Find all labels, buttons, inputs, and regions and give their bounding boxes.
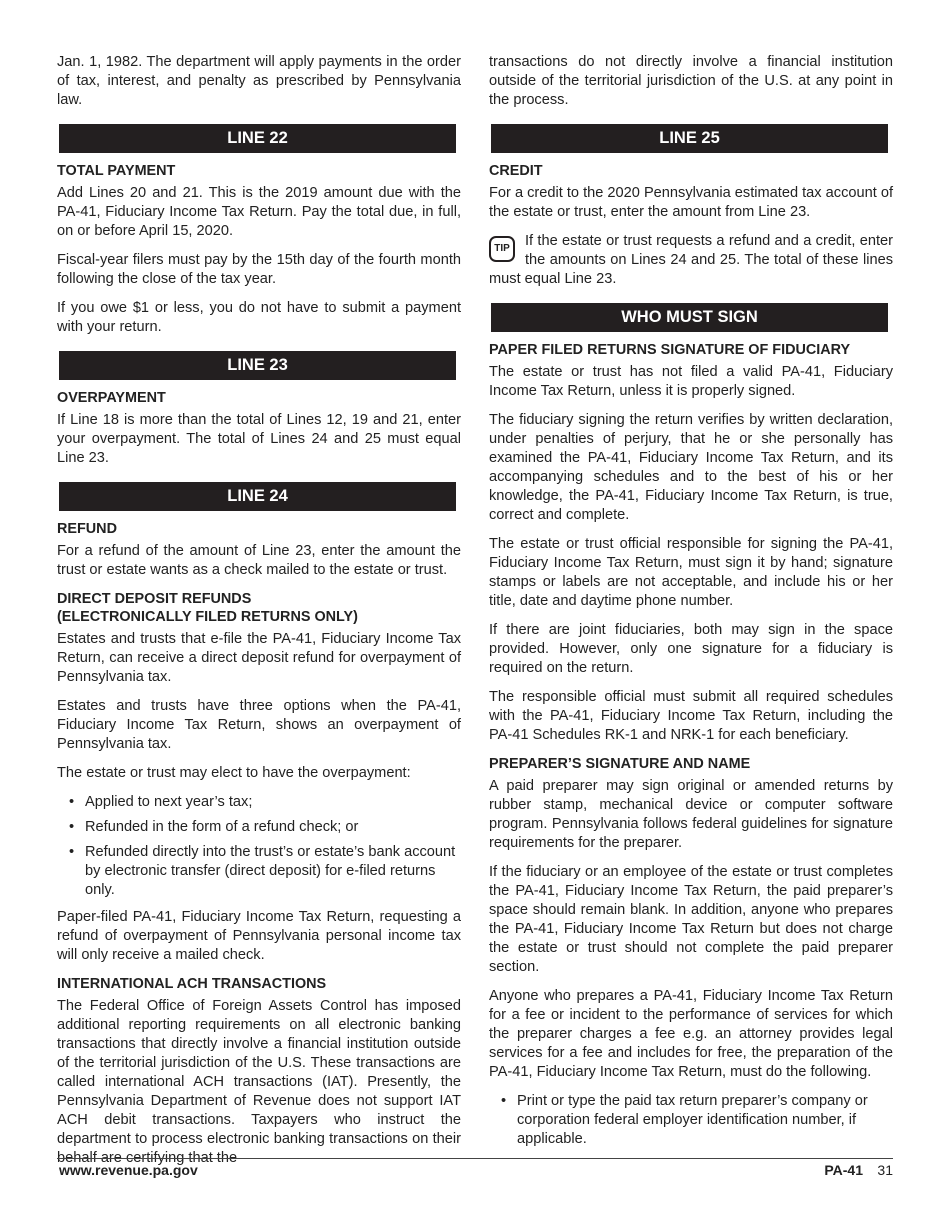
sign-paragraph: The estate or trust official responsible for signing the PA-41, Fiduciary Income Tax Return, must sign it by hand; signature stamps or labels are not acceptable, and include his or her title, date and daytime phone number. <box>489 536 893 609</box>
sign-paragraph: The estate or trust has not filed a valid PA-41, Fiduciary Income Tax Return, unless it is properly signed. <box>489 364 893 399</box>
refund-options-list <box>57 793 461 900</box>
line-24-paragraph: For a refund of the amount of Line 23, enter the amount the trust or estate wants as a check mailed to the estate or trust. <box>57 543 461 578</box>
line-24-paragraph: Estates and trusts that e-file the PA-41, Fiduciary Income Tax Return, can receive a direct deposit refund for overpayment of Pennsylvania tax. <box>57 631 461 685</box>
sign-paragraph: If there are joint fiduciaries, both may sign in the space provided. However, only one signature for a fiduciary is required on the return. <box>489 622 893 676</box>
line-22-banner: LINE 22 <box>59 124 456 153</box>
line-23-banner: LINE 23 <box>59 351 456 380</box>
list-item: • Applied to next year’s tax; <box>85 793 461 812</box>
line-24-paragraph: Estates and trusts have three options when the PA-41, Fiduciary Income Tax Return, shows an overpayment of Pennsylvania tax. <box>57 698 461 752</box>
credit-heading: CREDIT <box>489 163 543 179</box>
total-payment-heading: TOTAL PAYMENT <box>57 163 176 179</box>
line-25-banner: LINE 25 <box>491 124 888 153</box>
line-24-paragraph: The Federal Office of Foreign Assets Control has imposed additional reporting requirements on all electronic banking transactions that directly involve a financial institution outside of the territorial jurisdiction of the U.S. These transactions are called international ACH transactions (IAT). Presently, the Pennsylvania Department of Revenue does not support IAT ACH debit transactions. Taxpayers who instruct the department to process electronic banking transactions on their behalf are certifying that the <box>57 998 461 1166</box>
sign-paragraph: If the fiduciary or an employee of the estate or trust completes the PA-41, Fiduciary Income Tax Return, the paid preparer’s space should remain blank. In addition, anyone who prepares the PA-41, Fiduciary Income Tax Return but does not charge the estate or trust should not complete the paid preparer section. <box>489 864 893 975</box>
line-22-paragraph: Fiscal-year filers must pay by the 15th day of the fourth month following the close of the tax year. <box>57 252 461 287</box>
list-item: • Refunded directly into the trust’s or estate’s bank account by electronic transfer (direct deposit) for e-filed returns only. <box>85 843 461 900</box>
preparer-requirements-list <box>489 1092 893 1149</box>
direct-deposit-heading: DIRECT DEPOSIT REFUNDS <box>57 591 252 607</box>
sign-paragraph: The fiduciary signing the return verifies by written declaration, under penalties of perjury, that he or she personally has examined the PA-41, Fiduciary Income Tax Return, and its accompanying schedules and to the best of his or her knowledge, the PA-41, Fiduciary Income Tax Return, is true, correct and complete. <box>489 412 893 523</box>
fiduciary-signature-heading: PAPER FILED RETURNS SIGNATURE OF FIDUCIARY <box>489 342 851 358</box>
left-column <box>57 53 461 1178</box>
line-22-paragraph: If you owe $1 or less, you do not have to submit a payment with your return. <box>57 300 461 335</box>
line-24-paragraph: The estate or trust may elect to have the overpayment: <box>57 765 411 781</box>
list-item: • Print or type the paid tax return preparer’s company or corporation federal employer identification number, if applicable. <box>517 1092 893 1149</box>
page-footer <box>57 1158 893 1178</box>
footer-form-name: PA-41 <box>824 1162 863 1178</box>
direct-deposit-subheading: (ELECTRONICALLY FILED RETURNS ONLY) <box>57 609 358 625</box>
line-24-paragraph: Paper-filed PA-41, Fiduciary Income Tax Return, requesting a refund of overpayment of Pennsylvania personal income tax will only receive a mailed check. <box>57 909 461 963</box>
right-column <box>489 53 893 1157</box>
tip-icon: TIP <box>489 236 515 262</box>
footer-url[interactable]: www.revenue.pa.gov <box>59 1162 198 1178</box>
line-22-paragraph: Add Lines 20 and 21. This is the 2019 amount due with the PA-41, Fiduciary Income Tax Return. Pay the total due, in full, on or before April 15, 2020. <box>57 185 461 239</box>
sign-paragraph: A paid preparer may sign original or amended returns by rubber stamp, mechanical device or computer software program. Pennsylvania follows federal guidelines for signature requirements for the preparer. <box>489 778 893 851</box>
who-must-sign-banner: WHO MUST SIGN <box>491 303 888 332</box>
overpayment-heading: OVERPAYMENT <box>57 390 166 406</box>
sign-paragraph: Anyone who prepares a PA-41, Fiduciary Income Tax Return for a fee or incident to the performance of services for which the preparer charges a fee e.g. an attorney provides legal services for a fee and includes for free, the preparation of the PA-41, Fiduciary Income Tax Return, must do the following. <box>489 988 893 1080</box>
line-24-banner: LINE 24 <box>59 482 456 511</box>
line-25-paragraph: For a credit to the 2020 Pennsylvania estimated tax account of the estate or trust, enter the amount from Line 23. <box>489 185 893 220</box>
tip-note <box>489 232 893 289</box>
international-ach-heading: INTERNATIONAL ACH TRANSACTIONS <box>57 976 327 992</box>
sign-paragraph: The responsible official must submit all required schedules with the PA-41, Fiduciary Income Tax Return, including the PA-41 Schedules RK-1 and NRK-1 for each beneficiary. <box>489 689 893 743</box>
page-number: 31 <box>877 1162 893 1178</box>
line-23-paragraph: If Line 18 is more than the total of Lines 12, 19 and 21, enter your overpayment. The total of Lines 24 and 25 must equal Line 23. <box>57 412 461 466</box>
list-item: • Refunded in the form of a refund check; or <box>85 818 461 837</box>
left-intro: Jan. 1, 1982. The department will apply payments in the order of tax, interest, and penalty as prescribed by Pennsylvania law. <box>57 54 461 108</box>
preparer-signature-heading: PREPARER’S SIGNATURE AND NAME <box>489 756 751 772</box>
right-intro: transactions do not directly involve a financial institution outside of the territorial jurisdiction of the U.S. at any point in the process. <box>489 54 893 108</box>
refund-heading: REFUND <box>57 521 117 537</box>
tip-text: If the estate or trust requests a refund and a credit, enter the amounts on Lines 24 and 25. The total of these lines must equal Line 23. <box>489 233 893 287</box>
